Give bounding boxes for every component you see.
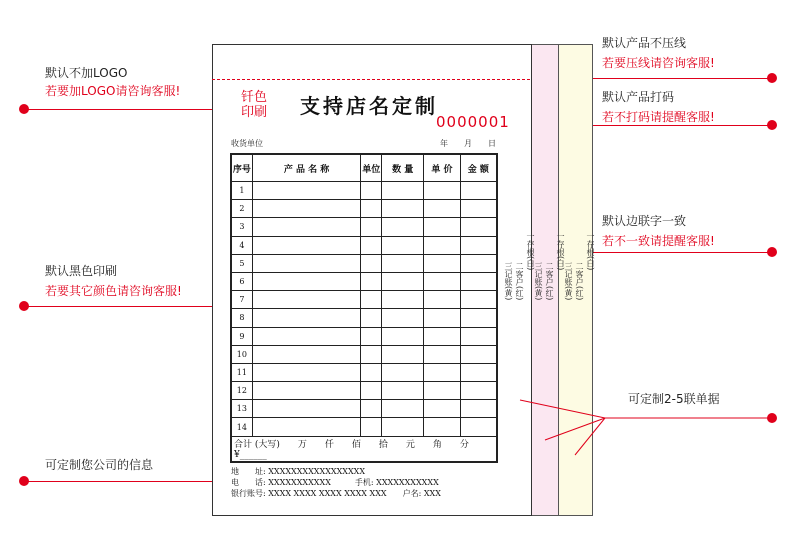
row-index: 3 [231,218,252,236]
copy-label: 一存根(白) [586,232,595,271]
edge-text-note: 默认边联字一致 [602,214,687,228]
copy-label: 二客户(红) [575,262,584,301]
row-index: 14 [231,418,252,436]
color-note: 默认黑色印刷 [45,264,118,278]
header-unit: 单位 [361,154,382,182]
row-index: 2 [231,200,252,218]
total-row-text: 合计 (大写) 万 仟 佰 拾 元 角 分 ¥______ [231,436,497,462]
number-note: 默认产品打码 [602,90,675,104]
copy-label: 一存根(白) [556,232,565,271]
row-index: 5 [231,254,252,272]
logo-line-2: 印刷 [240,105,267,120]
color-note-red: 若要其它颜色请咨询客服! [45,284,182,298]
copy-label: 三记账(黄) [504,262,513,301]
company-note: 可定制您公司的信息 [45,458,154,472]
company-address: 地 址: XXXXXXXXXXXXXXXXX [231,467,366,476]
recipient-label: 收货单位 [231,139,263,148]
row-index: 12 [231,382,252,400]
row-index: 13 [231,400,252,418]
press-line-note: 默认产品不压线 [602,36,687,50]
form-title: 支持店名定制 [300,94,438,118]
number-note-red: 若不打码请提醒客服! [602,110,715,124]
serial-number: 0000001 [436,113,510,131]
header-index: 序号 [231,154,252,182]
copy-label: 二客户(红) [515,262,524,301]
copies-note: 可定制2-5联单据 [628,392,720,406]
logo-line-1: 钎色 [240,90,267,105]
copy-label: 三记账(黄) [534,262,543,301]
company-phone: 电 话: XXXXXXXXXXX 手机: XXXXXXXXXXX [231,478,439,487]
logo-note: 默认不加LOGO [45,66,128,80]
copy-label: 三记账(黄) [564,262,573,301]
copy-label: 一存根(白) [526,232,535,271]
row-index: 8 [231,309,252,327]
row-index: 1 [231,182,252,200]
row-index: 7 [231,291,252,309]
edge-text-note-red: 若不一致请提醒客服! [602,234,715,248]
copy-label: 二客户(红) [545,262,554,301]
row-index: 4 [231,236,252,254]
row-index: 9 [231,327,252,345]
logo-note-red: 若要加LOGO请咨询客服! [45,84,181,98]
date-label: 年 月 日 [440,139,496,148]
header-price: 单 价 [424,154,460,182]
header-product: 产 品 名 称 [252,154,361,182]
header-quantity: 数 量 [382,154,424,182]
company-bank: 银行账号: XXXX XXXX XXXX XXXX XXX 户名: XXX [231,489,441,498]
press-line-note-red: 若要压线请咨询客服! [602,56,715,70]
row-index: 10 [231,345,252,363]
header-amount: 金 额 [460,154,497,182]
row-index: 6 [231,272,252,290]
row-index: 11 [231,363,252,381]
